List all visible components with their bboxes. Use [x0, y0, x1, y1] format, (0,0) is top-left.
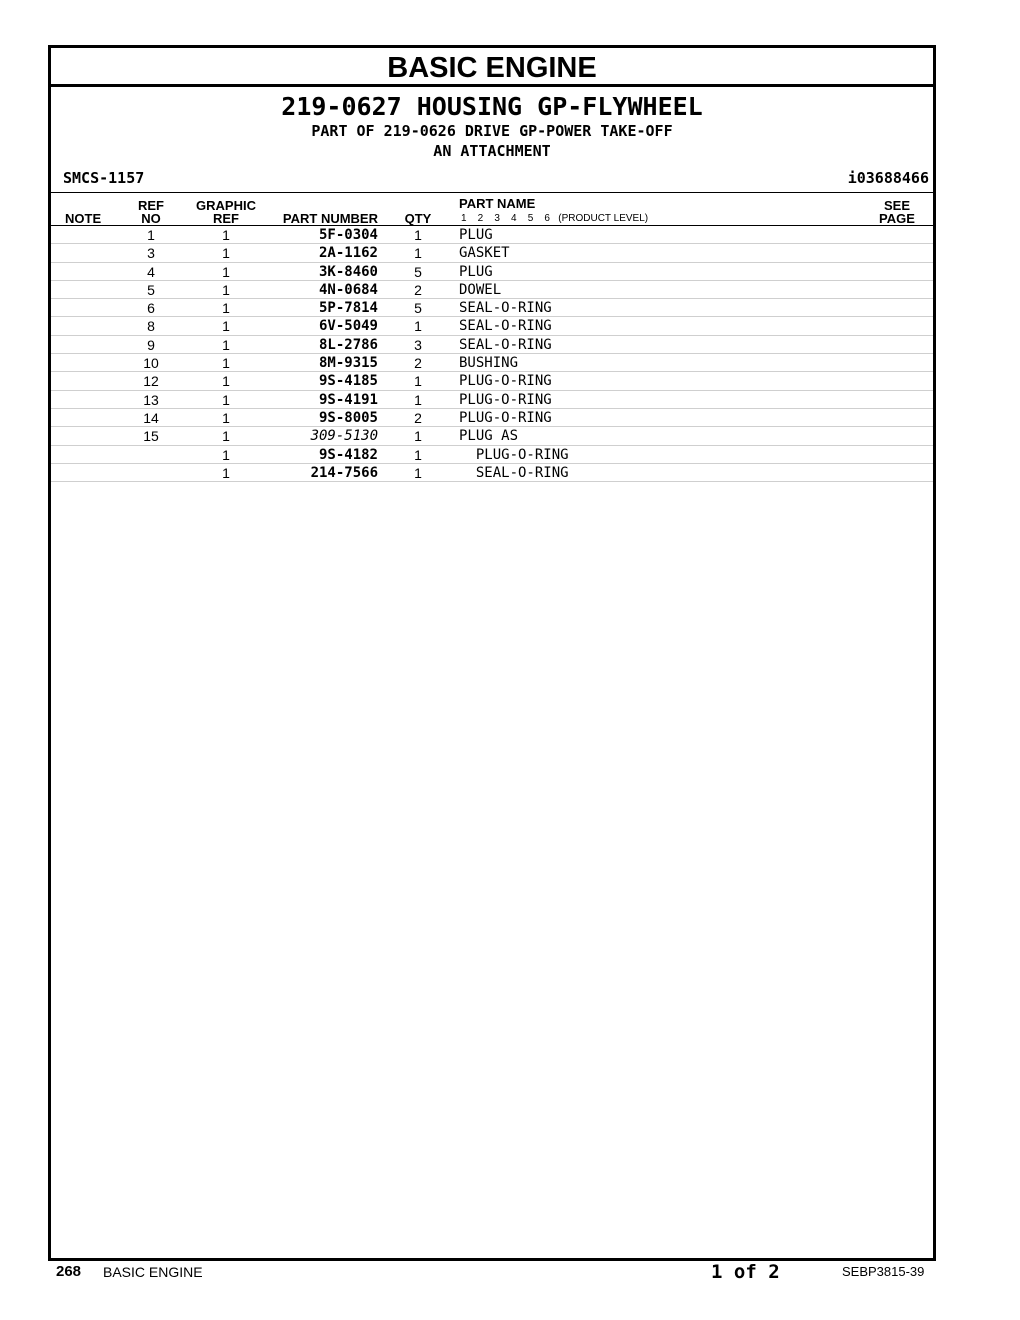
part-name: BUSHING [459, 355, 519, 372]
illustration-id: i03688466 [847, 169, 929, 187]
col-ref-no-bottom: NO [141, 211, 161, 226]
table-row [51, 281, 933, 299]
ref-no: 15 [143, 428, 159, 445]
part-number: 214-7566 [310, 464, 378, 481]
quantity: 2 [414, 281, 422, 298]
ref-no: 6 [147, 300, 155, 317]
ref-no: 14 [143, 409, 159, 426]
graphic-ref: 1 [222, 428, 230, 445]
quantity: 5 [414, 300, 422, 317]
part-number: 3K-8460 [318, 263, 378, 280]
part-name: SEAL-O-RING [459, 318, 552, 335]
ref-no: 9 [147, 336, 155, 353]
attachment-line: AN ATTACHMENT [433, 142, 551, 160]
graphic-ref: 1 [222, 227, 230, 243]
part-name: PLUG-O-RING [459, 391, 552, 408]
part-number: 9S-4185 [318, 373, 378, 390]
graphic-ref: 1 [222, 464, 230, 481]
table-row [51, 263, 933, 281]
table-row [51, 354, 933, 372]
graphic-ref: 1 [222, 446, 230, 463]
ref-no: 12 [143, 373, 159, 390]
part-name: PLUG AS [459, 428, 519, 445]
part-number: 9S-4182 [318, 446, 378, 463]
footer-page-of: 1 of 2 [711, 1261, 780, 1283]
part-number: 9S-4191 [318, 391, 378, 408]
col-part-name: PART NAME [459, 196, 536, 211]
part-name: DOWEL [459, 281, 502, 298]
graphic-ref: 1 [222, 336, 230, 353]
quantity: 1 [414, 373, 422, 390]
part-name: SEAL-O-RING [459, 464, 569, 481]
part-name: PLUG [459, 227, 493, 243]
col-part-number: PART NUMBER [282, 211, 378, 226]
table-row [51, 336, 933, 354]
col-note: NOTE [65, 211, 102, 226]
ref-no: 10 [143, 355, 159, 372]
part-number: 5F-0304 [318, 227, 378, 243]
part-number: 8M-9315 [318, 355, 378, 372]
part-name: GASKET [459, 245, 510, 262]
table-row [51, 317, 933, 335]
graphic-ref: 1 [222, 355, 230, 372]
col-qty: QTY [404, 211, 432, 226]
graphic-ref: 1 [222, 281, 230, 298]
table-row [51, 427, 933, 445]
quantity: 2 [414, 355, 422, 372]
group-title: 219-0627 HOUSING GP-FLYWHEEL [281, 92, 703, 121]
graphic-ref: 1 [222, 263, 230, 280]
smcs-code: SMCS-1157 [63, 169, 145, 187]
graphic-ref: 1 [222, 300, 230, 317]
footer-section: BASIC ENGINE [103, 1264, 203, 1280]
quantity: 5 [414, 263, 422, 280]
table-row [51, 391, 933, 409]
col-see-page-bottom: PAGE [879, 211, 915, 226]
quantity: 1 [414, 245, 422, 262]
part-name: SEAL-O-RING [459, 336, 552, 353]
quantity: 1 [414, 428, 422, 445]
graphic-ref: 1 [222, 245, 230, 262]
table-row [51, 299, 933, 317]
part-name: SEAL-O-RING [459, 300, 552, 317]
part-name: PLUG-O-RING [459, 409, 552, 426]
quantity: 1 [414, 464, 422, 481]
col-see-page-top: SEE [883, 198, 910, 213]
part-number: 9S-8005 [318, 409, 378, 426]
part-name: PLUG-O-RING [459, 446, 569, 463]
quantity: 1 [414, 318, 422, 335]
table-row [51, 372, 933, 390]
footer-page-number: 268 [56, 1263, 82, 1280]
part-number: 8L-2786 [318, 336, 378, 353]
quantity: 1 [414, 446, 422, 463]
table-row [51, 446, 933, 464]
quantity: 1 [414, 391, 422, 408]
part-number: 5P-7814 [318, 300, 378, 317]
graphic-ref: 1 [222, 391, 230, 408]
ref-no: 1 [147, 227, 155, 243]
table-row [51, 464, 933, 482]
part-number: 2A-1162 [318, 245, 378, 262]
col-graphic-ref-bottom: REF [213, 211, 239, 226]
ref-no: 3 [147, 245, 155, 262]
col-ref-no-top: REF [138, 198, 164, 213]
table-row [51, 226, 933, 244]
ref-no: 13 [143, 391, 159, 408]
part-number: 4N-0684 [318, 281, 378, 298]
ref-no: 8 [147, 318, 155, 335]
parts-table [51, 226, 933, 482]
graphic-ref: 1 [222, 373, 230, 390]
header-top-rule [51, 192, 933, 193]
col-graphic-ref-top: GRAPHIC [196, 198, 256, 213]
quantity: 3 [414, 336, 422, 353]
part-name: PLUG [459, 263, 493, 280]
quantity: 1 [414, 227, 422, 243]
product-level-scale: 1 2 3 4 5 6 (PRODUCT LEVEL) [461, 213, 649, 224]
graphic-ref: 1 [222, 318, 230, 335]
graphic-ref: 1 [222, 409, 230, 426]
table-row [51, 409, 933, 427]
ref-no: 5 [147, 281, 155, 298]
part-number: 309-5130 [310, 428, 378, 445]
quantity: 2 [414, 409, 422, 426]
footer-document-id: SEBP3815-39 [842, 1264, 925, 1279]
parts-page-frame [48, 45, 936, 1261]
ref-no: 4 [147, 263, 155, 280]
part-number: 6V-5049 [318, 318, 378, 335]
part-name: PLUG-O-RING [459, 373, 552, 390]
section-title: BASIC ENGINE [51, 48, 933, 87]
part-of-line: PART OF 219-0626 DRIVE GP-POWER TAKE-OFF [311, 122, 673, 140]
table-row [51, 244, 933, 262]
